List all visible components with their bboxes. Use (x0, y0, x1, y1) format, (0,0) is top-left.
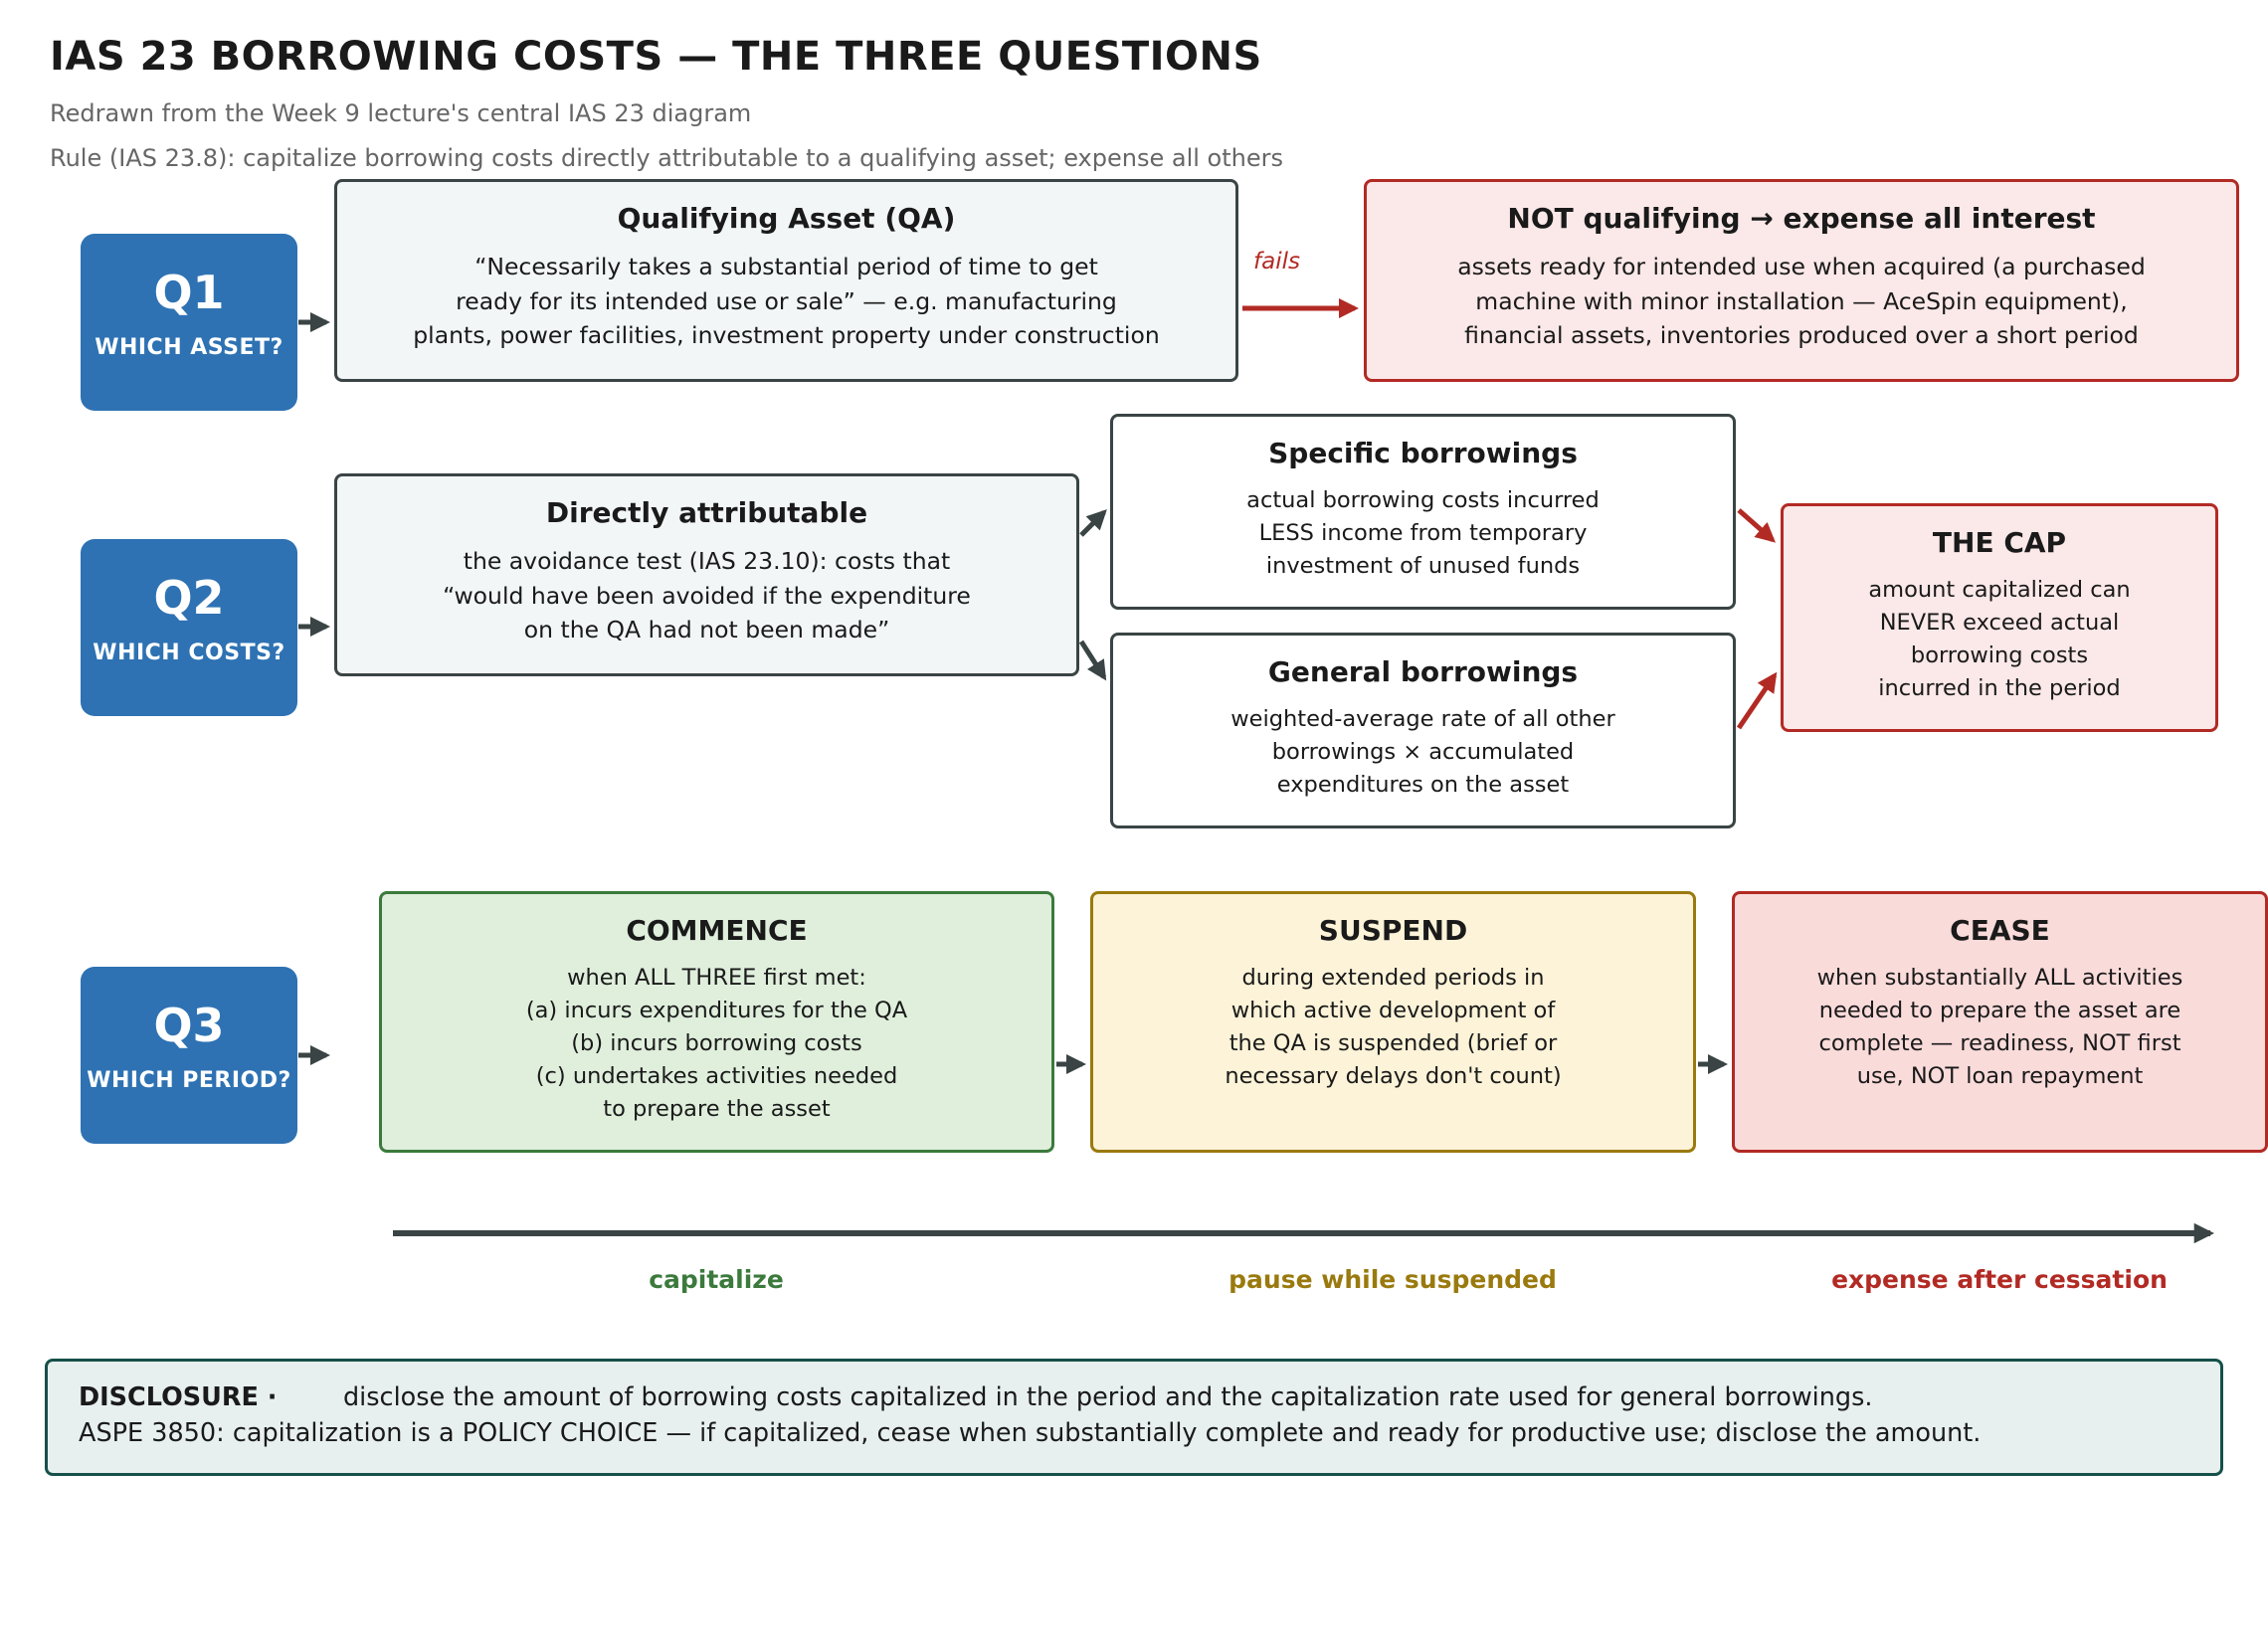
disclosure-line-1: disclose the amount of borrowing costs capitalized in the period and the capitalization rate used for general borrowings. (343, 1382, 1873, 1412)
specific-borrowings-line-3: investment of unused funds (1265, 553, 1581, 579)
general-borrowings-line-1: weighted-average rate of all other (1230, 706, 1615, 732)
timeline-expense-label: expense after cessation (1831, 1265, 2168, 1294)
page-subtitle: Redrawn from the Week 9 lecture's central IAS 23 diagram (50, 99, 752, 127)
not-qualifying-line-2: machine with minor installation — AceSpin equipment), (1475, 286, 2128, 315)
the-cap-line-1: amount capitalized can (1868, 577, 2131, 603)
timeline-pause-label: pause while suspended (1228, 1265, 1557, 1294)
commence-line-5: to prepare the asset (603, 1096, 831, 1122)
commence-line-4: (c) undertakes activities needed (535, 1063, 898, 1089)
suspend-line-1: during extended periods in (1241, 965, 1545, 991)
specific-borrowings-line-1: actual borrowing costs incurred (1246, 487, 1600, 513)
not-qualifying-line-1: assets ready for intended use when acquired (a purchased (1457, 253, 2146, 280)
cease-line-2: needed to prepare the asset are (1818, 998, 2181, 1023)
cease-line-4: use, NOT loan repayment (1856, 1063, 2144, 1089)
not-qualifying-title: NOT qualifying → expense all interest (1507, 202, 2096, 235)
qualifying-asset-line-2: ready for its intended use or sale” — e.g. manufacturing (456, 286, 1117, 315)
q1-label: WHICH ASSET? (94, 335, 284, 360)
q1-number: Q1 (153, 266, 225, 319)
qualifying-asset-title: Qualifying Asset (QA) (617, 202, 956, 235)
suspend-line-3: the QA is suspended (brief or (1228, 1030, 1558, 1056)
commence-line-1: when ALL THREE first met: (567, 965, 866, 991)
the-cap-line-4: incurred in the period (1878, 675, 2121, 701)
general-borrowings-title: General borrowings (1267, 655, 1579, 688)
general-to-cap-arrow (1739, 675, 1775, 728)
specific-borrowings-title: Specific borrowings (1268, 437, 1578, 469)
the-cap-line-3: borrowing costs (1910, 642, 2089, 668)
commence-line-3: (b) incurs borrowing costs (571, 1030, 862, 1056)
general-borrowings-line-2: borrowings × accumulated (1271, 739, 1575, 765)
suspend-line-2: which active development of (1230, 998, 1556, 1023)
directly-attributable-title: Directly attributable (545, 496, 868, 529)
the-cap-line-2: NEVER exceed actual (1879, 610, 2120, 636)
fails-label: fails (1253, 249, 1300, 275)
directly-attributable-line-2: “would have been avoided if the expenditure (443, 581, 971, 610)
directly-attributable-line-3: on the QA had not been made” (523, 616, 890, 643)
specific-borrowings-line-2: LESS income from temporary (1258, 520, 1588, 546)
specific-to-cap-arrow (1739, 510, 1773, 540)
qualifying-asset-line-3: plants, power facilities, investment property under construction (413, 321, 1160, 349)
disclosure-label: DISCLOSURE · (79, 1382, 278, 1412)
commence-title: COMMENCE (626, 914, 808, 947)
directly-attributable-line-1: the avoidance test (IAS 23.10): costs that (463, 547, 951, 575)
page-title: IAS 23 BORROWING COSTS — THE THREE QUESTIONS (50, 34, 1262, 80)
q3-label: WHICH PERIOD? (87, 1068, 291, 1093)
to-general-arrow (1081, 642, 1104, 677)
cease-line-3: complete — readiness, NOT first (1818, 1030, 2181, 1056)
q2-number: Q2 (153, 571, 225, 625)
q2-label: WHICH COSTS? (93, 641, 285, 665)
suspend-title: SUSPEND (1318, 914, 1468, 947)
cease-title: CEASE (1950, 914, 2050, 947)
q3-number: Q3 (153, 999, 225, 1052)
commence-line-2: (a) incurs expenditures for the QA (525, 998, 908, 1023)
qualifying-asset-line-1: “Necessarily takes a substantial period of time to get (474, 253, 1098, 280)
to-specific-arrow (1081, 512, 1104, 535)
the-cap-title: THE CAP (1932, 526, 2067, 559)
suspend-line-4: necessary delays don't count) (1225, 1063, 1562, 1089)
general-borrowings-line-3: expenditures on the asset (1276, 772, 1570, 798)
not-qualifying-line-3: financial assets, inventories produced over a short period (1464, 321, 2139, 349)
rule-text: Rule (IAS 23.8): capitalize borrowing costs directly attributable to a qualifying asset; expense all others (50, 144, 1283, 172)
timeline-capitalize-label: capitalize (649, 1265, 784, 1294)
cease-line-1: when substantially ALL activities (1816, 965, 2183, 991)
disclosure-line-2: ASPE 3850: capitalization is a POLICY CHOICE — if capitalized, cease when substantially complete and ready for productive use; disclose the amount. (79, 1418, 1982, 1448)
